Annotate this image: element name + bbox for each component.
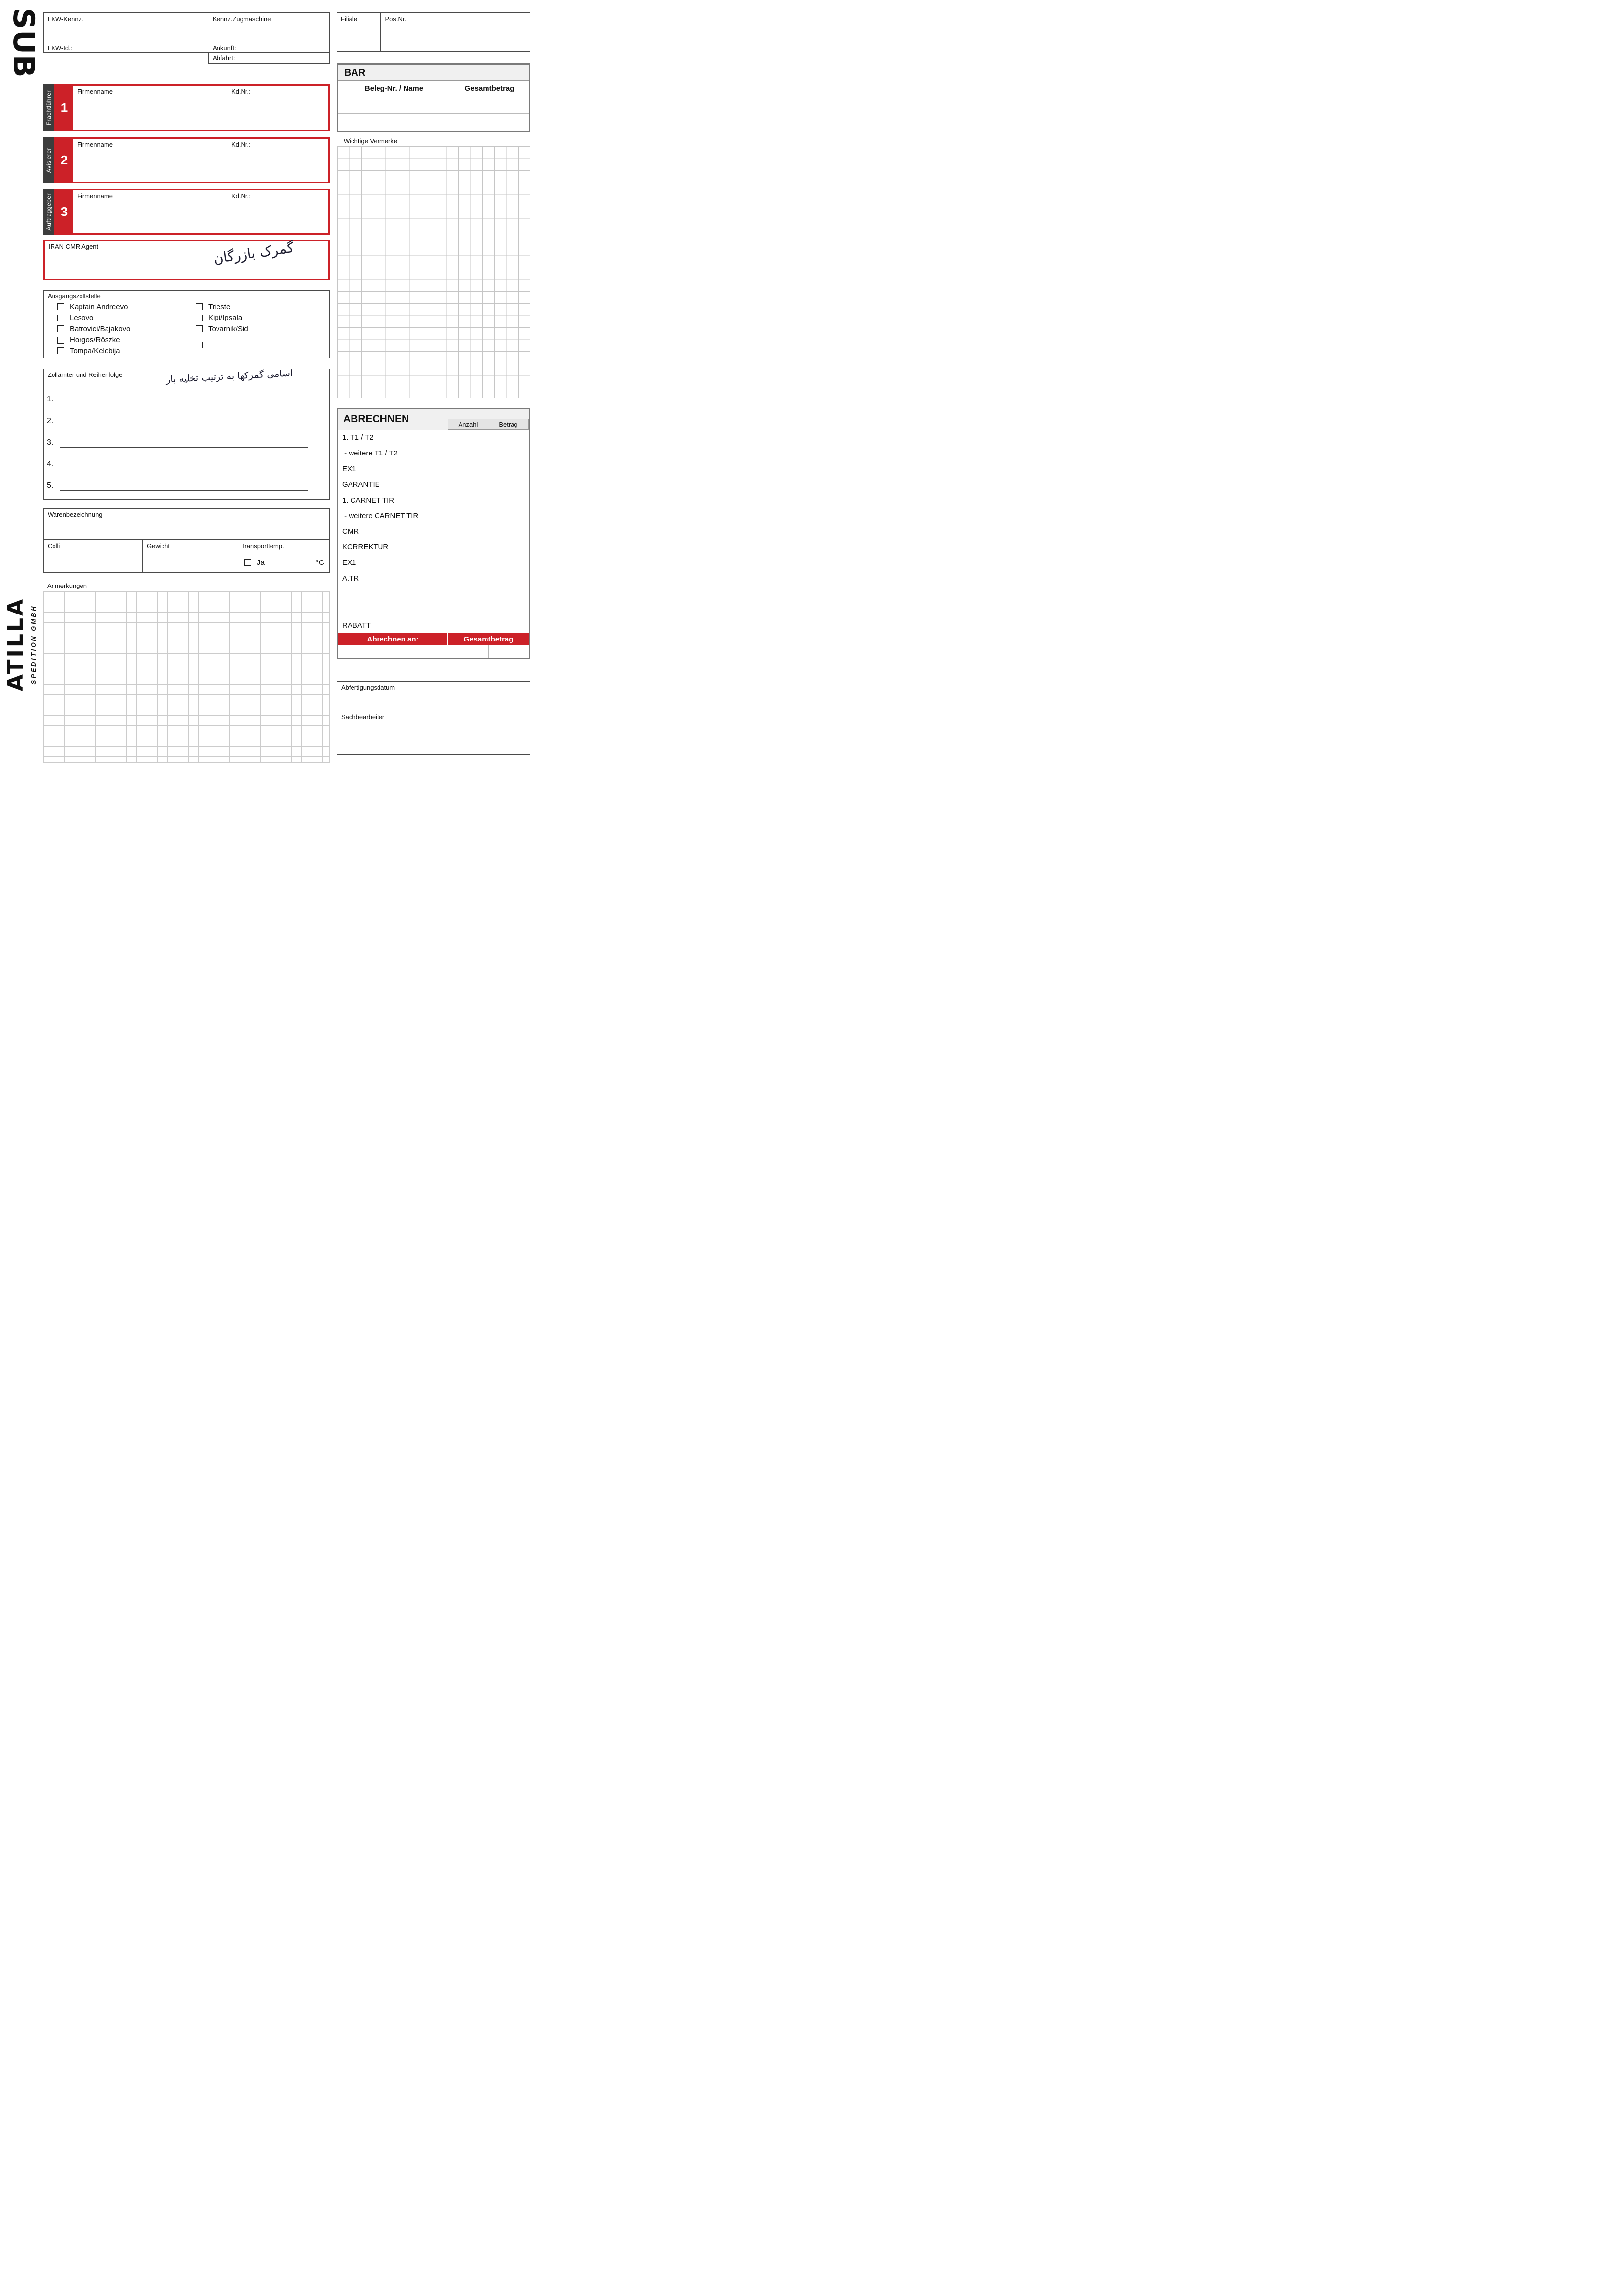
betrag-cell[interactable] (488, 492, 529, 508)
row-label: - weitere T1 / T2 (342, 449, 398, 458)
party-number: 2 (55, 139, 73, 182)
measures-row (43, 540, 330, 573)
kdnr-label: Kd.Nr.: (231, 141, 251, 148)
row-label: A.TR (342, 574, 359, 583)
sub-vertical-title (4, 8, 43, 106)
warenbezeichnung-label: Warenbezeichnung (48, 511, 103, 518)
row-label: 1. T1 / T2 (342, 433, 374, 442)
bar-cell-beleg[interactable] (338, 96, 450, 113)
anzahl-cell[interactable] (448, 430, 488, 446)
abrechnen-row (338, 477, 529, 493)
sachbearbeiter-label: Sachbearbeiter (341, 713, 385, 721)
option-label: Trieste (208, 302, 231, 311)
bar-cell-gesamt[interactable] (450, 114, 529, 131)
zollaemter-line-row (47, 383, 322, 404)
wichtige-vermerke-label: Wichtige Vermerke (344, 137, 398, 145)
zollaemter-box (43, 369, 330, 500)
option-row (57, 347, 130, 355)
row-label: EX1 (342, 465, 356, 474)
option-label: Kipi/Ipsala (208, 314, 243, 322)
option-row (196, 303, 248, 311)
option-row-other (196, 342, 324, 349)
anzahl-cell[interactable] (448, 524, 488, 539)
anzahl-cell[interactable] (448, 477, 488, 493)
zollaemter-line-row (47, 469, 322, 491)
abrechnen-title: ABRECHNEN (343, 413, 409, 425)
party-number: 3 (55, 190, 73, 233)
betrag-cell[interactable] (488, 477, 529, 493)
abrechnen-rows (338, 430, 529, 633)
ja-label: Ja (257, 559, 265, 567)
row-label: KORREKTUR (342, 543, 389, 552)
write-in-line-1[interactable] (60, 383, 308, 404)
form-page (0, 0, 541, 765)
betrag-cell[interactable] (488, 430, 529, 446)
betrag-cell[interactable] (488, 617, 529, 633)
transporttemp-ja-checkbox[interactable] (244, 559, 251, 566)
abrechnen-footer-cells (448, 645, 529, 658)
warenbezeichnung-box[interactable] (43, 508, 330, 540)
checkbox-horgos-roeszke[interactable] (57, 337, 64, 344)
party-box-3 (54, 189, 330, 235)
lkw-id-label: LKW-Id.: (48, 44, 73, 52)
colli-label: Colli (48, 542, 60, 550)
abrechnen-row (338, 555, 529, 571)
checkbox-other[interactable] (196, 342, 203, 348)
checkbox-kaptain-andreevo[interactable] (57, 303, 64, 310)
anzahl-header: Anzahl (448, 419, 488, 430)
ausgangszollstelle-left-column (57, 303, 130, 355)
pos-nr-box[interactable] (380, 12, 531, 52)
write-in-line-5[interactable] (60, 469, 308, 491)
other-write-in-line[interactable] (208, 342, 319, 348)
zollaemter-lines (47, 383, 322, 491)
row-label: - weitere CARNET TIR (342, 511, 419, 520)
line-number: 3. (47, 438, 54, 447)
anmerkungen-label: Anmerkungen (47, 582, 87, 589)
role-label: Auftraggeber (45, 193, 52, 231)
kdnr-label: Kd.Nr.: (231, 88, 251, 95)
write-in-line-3[interactable] (60, 426, 308, 448)
ankunft-label: Ankunft: (213, 44, 236, 52)
role-strip-avisierer (43, 137, 54, 183)
row-label: EX1 (342, 559, 356, 567)
abrechnen-red-bar (338, 633, 529, 645)
checkbox-tompa-kelebija[interactable] (57, 347, 64, 354)
iran-cmr-handwriting: گمرک بازرگان (212, 239, 295, 267)
ausgangszollstelle-right-column (196, 303, 248, 333)
abrechnen-row (338, 461, 529, 477)
party-fields[interactable] (73, 139, 328, 182)
option-row (57, 325, 130, 333)
option-label: Tovarnik/Sid (208, 324, 248, 333)
gesamtbetrag-label: Gesamtbetrag (448, 633, 529, 645)
abfertigungsdatum-box[interactable] (337, 681, 530, 711)
row-label: GARANTIE (342, 480, 380, 489)
betrag-cell[interactable] (488, 555, 529, 571)
sachbearbeiter-box[interactable] (337, 711, 530, 755)
firmenname-label: Firmenname (77, 88, 113, 95)
anzahl-cell[interactable] (448, 586, 488, 602)
option-row (196, 325, 248, 333)
abrechnen-row (338, 524, 529, 539)
betrag-cell[interactable] (488, 446, 529, 461)
zollaemter-line-row (47, 404, 322, 426)
party-box-1 (54, 84, 330, 131)
party-box-2 (54, 137, 330, 183)
celsius-label: °C (316, 559, 324, 567)
anzahl-cell[interactable] (448, 645, 488, 658)
bar-cell-gesamt[interactable] (450, 96, 529, 113)
betrag-cell[interactable] (488, 571, 529, 587)
transporttemp-label: Transporttemp. (241, 542, 284, 550)
option-row (57, 337, 130, 344)
betrag-cell[interactable] (488, 508, 529, 524)
option-label: Lesovo (70, 314, 94, 322)
abfertigungsdatum-label: Abfertigungsdatum (341, 684, 395, 691)
role-strip-frachtfuehrer (43, 84, 54, 131)
bar-col-gesamt-header: Gesamtbetrag (450, 81, 529, 96)
firmenname-label: Firmenname (77, 141, 113, 148)
iran-cmr-agent-box[interactable] (43, 240, 330, 280)
role-strip-auftraggeber (43, 189, 54, 235)
abrechnen-row (338, 617, 529, 633)
filiale-box[interactable] (337, 12, 381, 52)
write-in-line-2[interactable] (60, 404, 308, 426)
option-row (196, 315, 248, 322)
checkbox-kipi-ipsala[interactable] (196, 315, 203, 321)
bar-cell-beleg[interactable] (338, 114, 450, 131)
abrechnen-row (338, 430, 529, 446)
anzahl-cell[interactable] (448, 571, 488, 587)
anzahl-cell[interactable] (448, 602, 488, 617)
brand-subtitle: SPEDITION GMBH (29, 604, 37, 685)
abrechnen-row (338, 492, 529, 508)
anzahl-cell[interactable] (448, 508, 488, 524)
gewicht-cell[interactable] (142, 540, 238, 572)
zollaemter-line-row (47, 448, 322, 469)
anzahl-cell[interactable] (448, 617, 488, 633)
zollaemter-handwriting: اسامی گمرکها به ترتیب تخلیه بار (165, 368, 293, 385)
bar-table (337, 63, 530, 132)
line-number: 2. (47, 417, 54, 425)
iran-cmr-agent-label: IRAN CMR Agent (49, 243, 99, 250)
brand-name: ATILLA (3, 597, 28, 692)
betrag-cell[interactable] (488, 602, 529, 617)
wichtige-vermerke-grid[interactable] (337, 146, 530, 398)
option-label: Horgos/Röszke (70, 336, 120, 345)
abrechnen-column-headers (448, 419, 529, 430)
row-label: CMR (342, 527, 359, 536)
abrechnen-row (338, 602, 529, 617)
checkbox-tovarnik-sid[interactable] (196, 325, 203, 332)
abrechnen-table (337, 408, 530, 659)
transporttemp-cell[interactable] (238, 540, 329, 572)
truck-info-box[interactable] (43, 12, 330, 53)
anzahl-cell[interactable] (448, 539, 488, 555)
checkbox-lesovo[interactable] (57, 315, 64, 321)
role-label: Avisierer (45, 148, 52, 173)
kennz-zugmaschine-label: Kennz.Zugmaschine (213, 15, 271, 23)
abrechnen-row (338, 586, 529, 602)
role-label: Frachtführer (45, 90, 52, 126)
abrechnen-an-label: Abrechnen an: (338, 633, 447, 645)
anmerkungen-grid[interactable] (43, 591, 330, 763)
brand-name-vertical (2, 569, 29, 719)
brand-subtitle-vertical (27, 578, 39, 711)
filiale-label: Filiale (341, 15, 357, 23)
betrag-cell[interactable] (488, 524, 529, 539)
betrag-cell[interactable] (488, 586, 529, 602)
party-number: 1 (55, 86, 73, 130)
anzahl-cell[interactable] (448, 461, 488, 477)
betrag-cell[interactable] (488, 461, 529, 477)
bar-row (338, 114, 529, 131)
sub-label: SUB (6, 8, 41, 79)
temperature-write-in-line[interactable] (274, 559, 312, 565)
checkbox-trieste[interactable] (196, 303, 203, 310)
option-label: Kaptain Andreevo (70, 302, 128, 311)
lkw-kennz-label: LKW-Kennz. (48, 15, 83, 23)
option-row (57, 315, 130, 322)
bar-row (338, 96, 529, 114)
anzahl-cell[interactable] (448, 492, 488, 508)
abrechnen-row (338, 508, 529, 524)
option-label: Tompa/Kelebija (70, 347, 120, 355)
zollaemter-label: Zollämter und Reihenfolge (48, 371, 123, 378)
line-number: 1. (47, 395, 54, 403)
betrag-cell[interactable] (488, 645, 529, 658)
row-label: 1. CARNET TIR (342, 496, 395, 505)
line-number: 4. (47, 460, 54, 468)
abrechnen-row (338, 539, 529, 555)
abfahrt-box[interactable] (208, 52, 330, 64)
row-label: RABATT (342, 621, 371, 630)
anzahl-cell[interactable] (448, 555, 488, 571)
bar-col-beleg-header: Beleg-Nr. / Name (364, 84, 424, 93)
zollaemter-line-row (47, 426, 322, 448)
betrag-cell[interactable] (488, 539, 529, 555)
abrechnen-row (338, 446, 529, 461)
party-fields[interactable] (73, 86, 328, 130)
colli-cell[interactable] (44, 540, 142, 572)
pos-nr-label: Pos.Nr. (385, 15, 406, 23)
option-row (57, 303, 130, 311)
bar-title: BAR (338, 65, 529, 81)
gewicht-label: Gewicht (147, 542, 170, 550)
abrechnen-header (338, 409, 529, 430)
abrechnen-row (338, 571, 529, 587)
ausgangszollstelle-label: Ausgangszollstelle (48, 293, 101, 300)
ausgangszollstelle-box (43, 290, 330, 358)
option-label: Batrovici/Bajakovo (70, 324, 131, 333)
checkbox-batrovici-bajakovo[interactable] (57, 325, 64, 332)
betrag-header: Betrag (488, 419, 529, 430)
party-fields[interactable] (73, 190, 328, 233)
line-number: 5. (47, 481, 54, 490)
write-in-line-4[interactable] (60, 448, 308, 469)
abfahrt-label: Abfahrt: (213, 54, 235, 62)
anzahl-cell[interactable] (448, 446, 488, 461)
kdnr-label: Kd.Nr.: (231, 192, 251, 200)
bar-column-headers (338, 81, 529, 96)
firmenname-label: Firmenname (77, 192, 113, 200)
